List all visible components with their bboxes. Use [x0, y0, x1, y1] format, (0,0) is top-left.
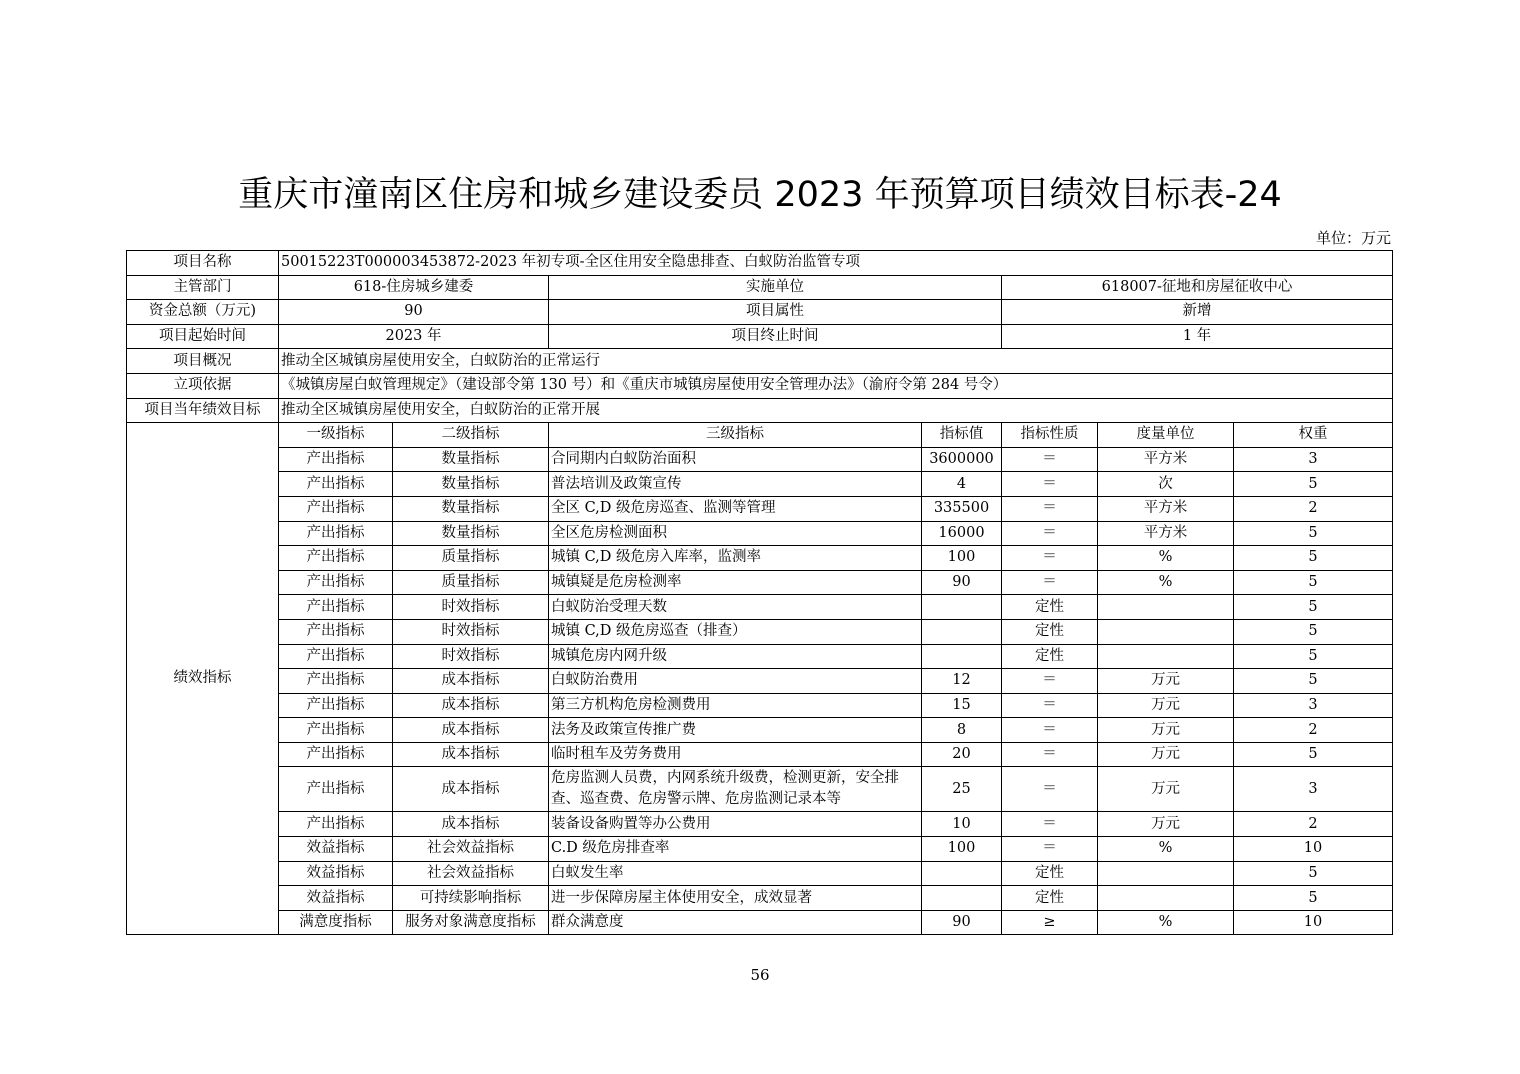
label-dept: 主管部门	[127, 275, 279, 300]
table-cell	[1098, 886, 1234, 911]
table-cell: 成本指标	[393, 767, 549, 812]
value-attr: 新增	[1002, 300, 1393, 325]
table-cell: 定性	[1002, 861, 1098, 886]
table-cell: ＝	[1002, 521, 1098, 546]
performance-table	[126, 250, 1393, 935]
label-end: 项目终止时间	[549, 324, 1002, 349]
table-cell: 16000	[922, 521, 1002, 546]
value-basis: 《城镇房屋白蚁管理规定》（建设部令第 130 号）和《重庆市城镇房屋使用安全管理办法》（渝府令第 284 号令）	[279, 373, 1393, 398]
table-cell: 25	[922, 767, 1002, 812]
header-cell: 三级指标	[549, 423, 922, 448]
table-cell: 产出指标	[279, 644, 393, 669]
table-cell: ＝	[1002, 496, 1098, 521]
table-cell: 产出指标	[279, 669, 393, 694]
table-cell: 2	[1234, 496, 1393, 521]
table-cell: 时效指标	[393, 595, 549, 620]
table-cell: 产出指标	[279, 742, 393, 767]
table-row	[127, 693, 1393, 718]
label-overview: 项目概况	[127, 349, 279, 374]
table-cell: 8	[922, 718, 1002, 743]
table-cell: 5	[1234, 886, 1393, 911]
table-cell: 产出指标	[279, 693, 393, 718]
table-cell: 3	[1234, 447, 1393, 472]
table-cell	[1098, 619, 1234, 644]
value-end: 1 年	[1002, 324, 1393, 349]
table-cell: 2	[1234, 718, 1393, 743]
table-cell: 社会效益指标	[393, 861, 549, 886]
table-cell: 5	[1234, 669, 1393, 694]
table-cell: ＝	[1002, 837, 1098, 862]
table-cell: 白蚁防治受理天数	[549, 595, 922, 620]
table-cell: ＝	[1002, 812, 1098, 837]
table-cell	[922, 886, 1002, 911]
table-cell	[1098, 861, 1234, 886]
value-start: 2023 年	[279, 324, 549, 349]
table-cell: 城镇危房内网升级	[549, 644, 922, 669]
table-cell: 数量指标	[393, 521, 549, 546]
table-cell: ＝	[1002, 570, 1098, 595]
table-cell: 白蚁防治费用	[549, 669, 922, 694]
table-cell: 成本指标	[393, 812, 549, 837]
table-cell	[1098, 644, 1234, 669]
table-cell: C.D 级危房排查率	[549, 837, 922, 862]
table-cell: 万元	[1098, 693, 1234, 718]
table-cell: ＝	[1002, 546, 1098, 571]
table-cell: 3	[1234, 767, 1393, 812]
table-cell: 10	[922, 812, 1002, 837]
table-cell: 5	[1234, 521, 1393, 546]
row-dept	[127, 275, 1393, 300]
table-cell: 群众满意度	[549, 910, 922, 935]
label-basis: 立项依据	[127, 373, 279, 398]
table-cell: 城镇 C,D 级危房巡查（排查）	[549, 619, 922, 644]
table-row	[127, 886, 1393, 911]
table-cell: 次	[1098, 472, 1234, 497]
table-cell: 产出指标	[279, 521, 393, 546]
table-cell: 数量指标	[393, 447, 549, 472]
table-cell: 90	[922, 570, 1002, 595]
table-cell: 平方米	[1098, 447, 1234, 472]
table-cell: 全区危房检测面积	[549, 521, 922, 546]
table-cell: 产出指标	[279, 767, 393, 812]
table-cell: 城镇疑是危房检测率	[549, 570, 922, 595]
table-row	[127, 546, 1393, 571]
table-cell	[922, 644, 1002, 669]
table-cell: ＝	[1002, 693, 1098, 718]
table-cell: 平方米	[1098, 496, 1234, 521]
table-cell: %	[1098, 570, 1234, 595]
table-cell: 3	[1234, 693, 1393, 718]
value-project-name: 50015223T000003453872-2023 年初专项-全区住用安全隐患排查、白蚁防治监管专项	[279, 251, 1393, 276]
table-cell: 进一步保障房屋主体使用安全，成效显著	[549, 886, 922, 911]
label-start: 项目起始时间	[127, 324, 279, 349]
label-impl: 实施单位	[549, 275, 1002, 300]
table-cell: 100	[922, 837, 1002, 862]
value-dept: 618-住房城乡建委	[279, 275, 549, 300]
perf-label: 绩效指标	[127, 423, 279, 935]
table-cell: 5	[1234, 472, 1393, 497]
table-cell	[1098, 595, 1234, 620]
table-cell: 产出指标	[279, 472, 393, 497]
table-cell: 万元	[1098, 742, 1234, 767]
header-cell: 度量单位	[1098, 423, 1234, 448]
table-cell: 12	[922, 669, 1002, 694]
table-row	[127, 521, 1393, 546]
value-overview: 推动全区城镇房屋使用安全，白蚁防治的正常运行	[279, 349, 1393, 374]
table-row	[127, 619, 1393, 644]
row-project-name	[127, 251, 1393, 276]
table-cell: 2	[1234, 812, 1393, 837]
table-row	[127, 837, 1393, 862]
table-cell: 时效指标	[393, 644, 549, 669]
table-row	[127, 447, 1393, 472]
table-cell: 合同期内白蚁防治面积	[549, 447, 922, 472]
table-cell: 5	[1234, 644, 1393, 669]
header-cell: 二级指标	[393, 423, 549, 448]
table-cell: 成本指标	[393, 669, 549, 694]
table-cell: 产出指标	[279, 546, 393, 571]
table-cell: 普法培训及政策宣传	[549, 472, 922, 497]
table-cell: 15	[922, 693, 1002, 718]
table-row	[127, 718, 1393, 743]
table-cell: 万元	[1098, 718, 1234, 743]
table-cell: 平方米	[1098, 521, 1234, 546]
row-overview	[127, 349, 1393, 374]
table-cell: 质量指标	[393, 546, 549, 571]
table-cell: 临时租车及劳务费用	[549, 742, 922, 767]
label-project-name: 项目名称	[127, 251, 279, 276]
table-cell: 万元	[1098, 812, 1234, 837]
header-cell: 指标值	[922, 423, 1002, 448]
table-cell: 定性	[1002, 595, 1098, 620]
table-row	[127, 669, 1393, 694]
row-basis	[127, 373, 1393, 398]
label-attr: 项目属性	[549, 300, 1002, 325]
table-cell: 第三方机构危房检测费用	[549, 693, 922, 718]
table-cell: 数量指标	[393, 472, 549, 497]
table-cell: 成本指标	[393, 718, 549, 743]
table-cell: 产出指标	[279, 718, 393, 743]
table-cell: 90	[922, 910, 1002, 935]
table-cell: 产出指标	[279, 619, 393, 644]
table-cell	[922, 619, 1002, 644]
table-cell: 5	[1234, 595, 1393, 620]
table-cell: ＝	[1002, 472, 1098, 497]
table-cell: 满意度指标	[279, 910, 393, 935]
table-cell: 5	[1234, 861, 1393, 886]
table-row	[127, 910, 1393, 935]
table-cell: 产出指标	[279, 447, 393, 472]
table-cell: 效益指标	[279, 886, 393, 911]
table-cell: 数量指标	[393, 496, 549, 521]
table-cell: 20	[922, 742, 1002, 767]
page-title: 重庆市潼南区住房和城乡建设委员 2023 年预算项目绩效目标表-24	[238, 175, 1282, 215]
table-cell: ＝	[1002, 718, 1098, 743]
table-row	[127, 496, 1393, 521]
table-cell: 5	[1234, 570, 1393, 595]
table-row	[127, 742, 1393, 767]
table-cell	[922, 861, 1002, 886]
value-funds: 90	[279, 300, 549, 325]
value-impl: 618007-征地和房屋征收中心	[1002, 275, 1393, 300]
row-goal	[127, 398, 1393, 423]
table-cell: ＝	[1002, 742, 1098, 767]
page-number: 56	[750, 966, 770, 984]
table-row	[127, 595, 1393, 620]
table-cell: 万元	[1098, 669, 1234, 694]
table-row	[127, 861, 1393, 886]
table-cell: 产出指标	[279, 812, 393, 837]
table-row	[127, 644, 1393, 669]
table-cell: ＝	[1002, 767, 1098, 812]
header-cell: 指标性质	[1002, 423, 1098, 448]
table-cell: %	[1098, 910, 1234, 935]
table-cell: 定性	[1002, 886, 1098, 911]
table-cell: 产出指标	[279, 570, 393, 595]
table-row	[127, 767, 1393, 812]
table-cell: %	[1098, 546, 1234, 571]
row-funds	[127, 300, 1393, 325]
header-cell: 权重	[1234, 423, 1393, 448]
table-cell: ＝	[1002, 447, 1098, 472]
table-cell: 5	[1234, 742, 1393, 767]
table-cell: 效益指标	[279, 861, 393, 886]
table-cell: 100	[922, 546, 1002, 571]
table-cell: 5	[1234, 546, 1393, 571]
table-cell: 法务及政策宣传推广费	[549, 718, 922, 743]
table-cell: 服务对象满意度指标	[393, 910, 549, 935]
table-row	[127, 570, 1393, 595]
table-cell: 3600000	[922, 447, 1002, 472]
table-cell: 全区 C,D 级危房巡查、监测等管理	[549, 496, 922, 521]
table-cell: 白蚁发生率	[549, 861, 922, 886]
table-cell: 4	[922, 472, 1002, 497]
table-cell: 产出指标	[279, 595, 393, 620]
table-cell: 时效指标	[393, 619, 549, 644]
table-row	[127, 472, 1393, 497]
table-cell: ≥	[1002, 910, 1098, 935]
header-row	[127, 423, 1393, 448]
table-cell: 10	[1234, 837, 1393, 862]
table-cell: 定性	[1002, 644, 1098, 669]
table-cell: 可持续影响指标	[393, 886, 549, 911]
table-cell: 城镇 C,D 级危房入库率，监测率	[549, 546, 922, 571]
row-time	[127, 324, 1393, 349]
value-goal: 推动全区城镇房屋使用安全，白蚁防治的正常开展	[279, 398, 1393, 423]
table-row	[127, 812, 1393, 837]
table-cell: 万元	[1098, 767, 1234, 812]
table-cell: 成本指标	[393, 742, 549, 767]
table-cell: 5	[1234, 619, 1393, 644]
table-cell: 产出指标	[279, 496, 393, 521]
table-cell	[922, 595, 1002, 620]
table-cell: %	[1098, 837, 1234, 862]
label-goal: 项目当年绩效目标	[127, 398, 279, 423]
table-cell: 装备设备购置等办公费用	[549, 812, 922, 837]
header-cell: 一级指标	[279, 423, 393, 448]
table-cell: 335500	[922, 496, 1002, 521]
table-cell: 成本指标	[393, 693, 549, 718]
unit-label: 单位：万元	[1315, 229, 1391, 247]
table-cell: 质量指标	[393, 570, 549, 595]
table-cell: 10	[1234, 910, 1393, 935]
table-cell: 危房监测人员费，内网系统升级费，检测更新，安全排查、巡查费、危房警示牌、危房监测记录本等	[549, 767, 922, 812]
label-funds: 资金总额（万元)	[127, 300, 279, 325]
table-cell: 效益指标	[279, 837, 393, 862]
table-cell: 社会效益指标	[393, 837, 549, 862]
table-cell: ＝	[1002, 669, 1098, 694]
table-cell: 定性	[1002, 619, 1098, 644]
